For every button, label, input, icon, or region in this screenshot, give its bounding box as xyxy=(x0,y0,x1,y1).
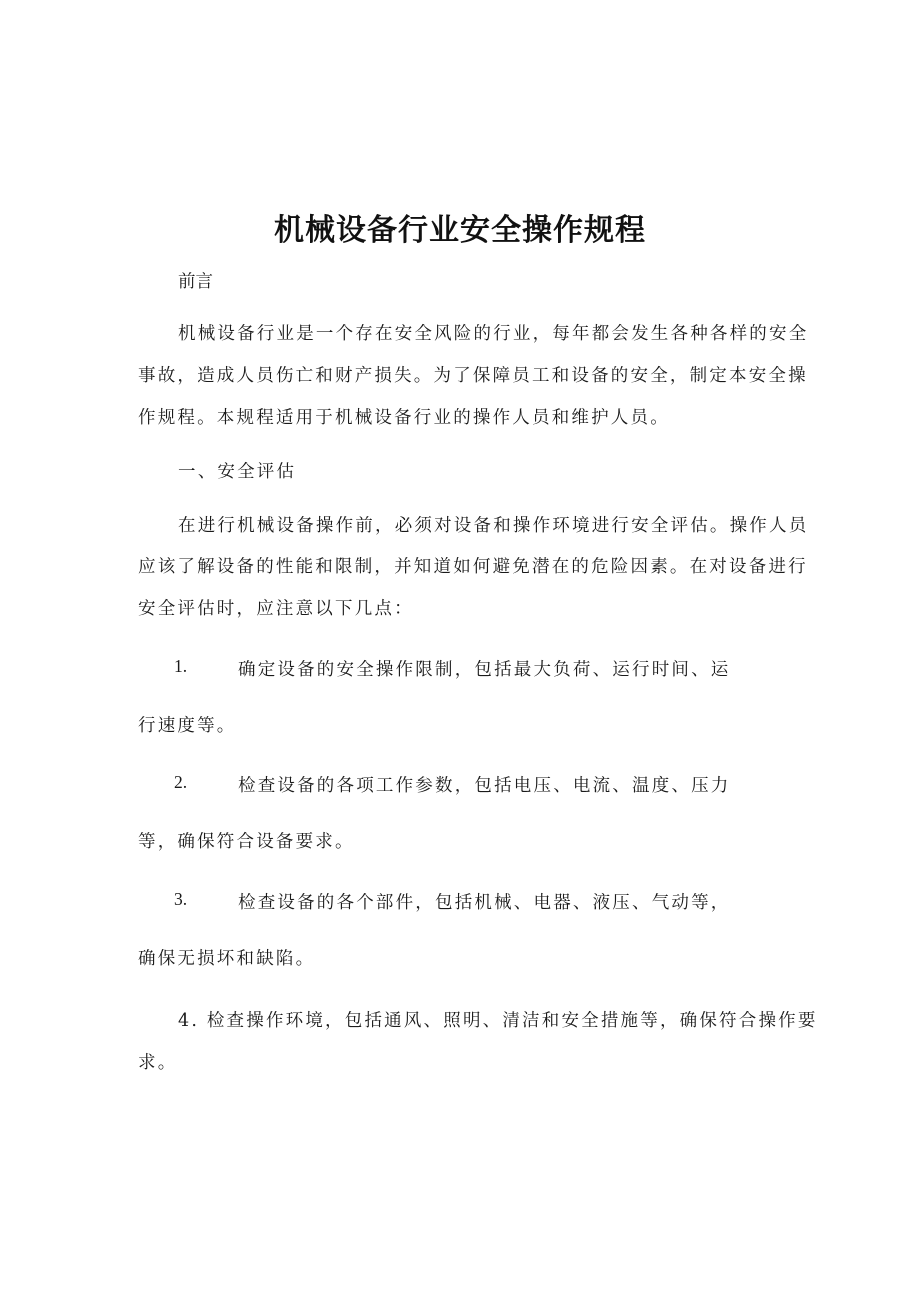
document-title: 机械设备行业安全操作规程 xyxy=(274,213,646,248)
preface-line-3: 作规程。本规程适用于机械设备行业的操作人员和维护人员。 xyxy=(138,408,670,428)
preface-line-2: 事故，造成人员伤亡和财产损失。为了保障员工和设备的安全，制定本安全操 xyxy=(138,366,808,386)
section1-line-1: 在进行机械设备操作前，必须对设备和操作环境进行安全评估。操作人员 xyxy=(178,516,809,536)
section1-line-2: 应该了解设备的性能和限制，并知道如何避免潜在的危险因素。在对设备进行 xyxy=(138,557,808,577)
section1-line-3: 安全评估时，应注意以下几点： xyxy=(138,599,414,619)
item-2-continuation: 等，确保符合设备要求。 xyxy=(138,832,355,852)
preface-heading: 前言 xyxy=(178,272,213,292)
item-2-number: 2. xyxy=(174,772,188,792)
item-4-line-1: 4. 检查操作环境，包括通风、照明、清洁和安全措施等，确保符合操作要 xyxy=(178,1011,818,1031)
item-3-continuation: 确保无损坏和缺陷。 xyxy=(138,949,316,969)
section1-heading: 一、安全评估 xyxy=(178,462,297,482)
item-4-line-2: 求。 xyxy=(138,1053,178,1073)
preface-line-1: 机械设备行业是一个存在安全风险的行业，每年都会发生各种各样的安全 xyxy=(178,324,809,344)
item-3-number: 3. xyxy=(174,889,188,909)
item-1-continuation: 行速度等。 xyxy=(138,716,237,736)
item-1-number: 1. xyxy=(174,656,188,676)
item-1-text: 确定设备的安全操作限制，包括最大负荷、运行时间、运 xyxy=(238,660,731,680)
item-2-text: 检查设备的各项工作参数，包括电压、电流、温度、压力 xyxy=(238,776,731,796)
item-3-text: 检查设备的各个部件，包括机械、电器、液压、气动等， xyxy=(238,893,731,913)
